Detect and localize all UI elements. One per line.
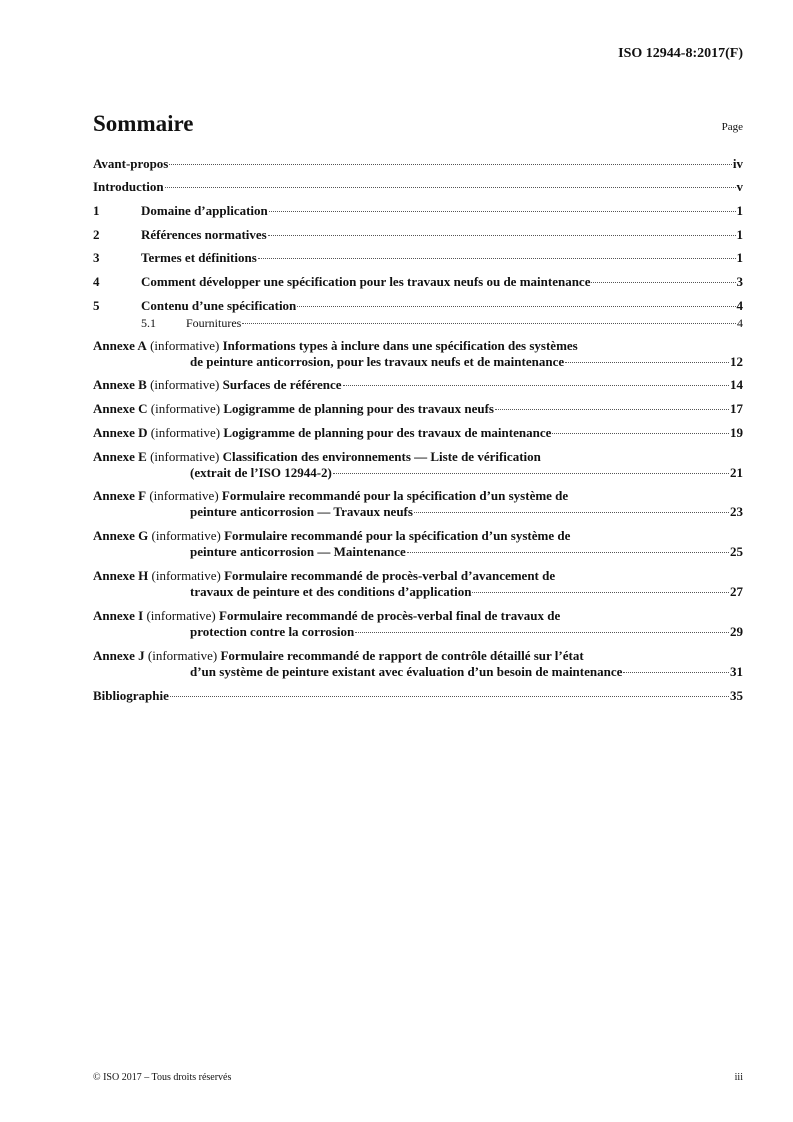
toc-label-cont: d’un système de peinture existant avec évaluation d’un besoin de maintenance xyxy=(190,664,623,679)
toc-label: Classification des environnements — Liste de vérification xyxy=(222,449,541,464)
leader-dots xyxy=(269,211,736,212)
leader-dots xyxy=(242,323,736,324)
toc-page: 25 xyxy=(730,544,743,559)
leader-dots xyxy=(333,473,729,474)
toc-entry-5-1[interactable] xyxy=(93,315,743,331)
toc-label-cont: protection contre la corrosion xyxy=(190,624,355,639)
leader-dots xyxy=(565,362,729,363)
annex-type: (informative) xyxy=(150,377,220,392)
toc-label: Avant-propos xyxy=(93,156,169,171)
toc-page: 21 xyxy=(730,465,743,480)
toc-entry-bibliographie[interactable] xyxy=(93,688,743,704)
toc-entry-4[interactable] xyxy=(93,274,743,290)
annex-label: Annexe B xyxy=(93,377,147,392)
leader-dots xyxy=(297,306,735,307)
toc-entry-annex-g[interactable] xyxy=(93,528,743,560)
annex-label: Annexe C xyxy=(93,401,148,416)
leader-dots xyxy=(407,552,729,553)
toc-label: Formulaire recommandé pour la spécification d’un système de xyxy=(221,488,569,503)
toc-label: Bibliographie xyxy=(93,688,169,703)
toc-label: Contenu d’une spécification xyxy=(141,298,297,313)
toc-entry-annex-j[interactable] xyxy=(93,648,743,680)
toc-page: v xyxy=(736,179,743,194)
toc-label: Domaine d’application xyxy=(141,203,268,218)
page-column-label: Page xyxy=(721,121,743,133)
toc-page: 23 xyxy=(730,504,743,519)
annex-label: Annexe G xyxy=(93,528,149,543)
toc-page: 17 xyxy=(730,401,743,416)
toc-page: 29 xyxy=(730,624,743,639)
footer-copyright: © ISO 2017 – Tous droits réservés xyxy=(93,1072,232,1083)
footer-page-number: iii xyxy=(734,1072,743,1083)
annex-type: (informative) xyxy=(147,648,218,663)
toc-page: iv xyxy=(732,156,743,171)
page-title: Sommaire xyxy=(93,111,194,136)
toc-entry-annex-c[interactable] xyxy=(93,401,743,417)
toc-label-cont: (extrait de l’ISO 12944-2) xyxy=(190,465,332,480)
toc-number: 2 xyxy=(93,227,100,242)
leader-dots xyxy=(472,592,729,593)
annex-label: Annexe D xyxy=(93,425,148,440)
toc-page: 1 xyxy=(736,227,743,242)
toc-label: Fournitures xyxy=(186,316,242,330)
toc-label-cont: peinture anticorrosion — Travaux neufs xyxy=(190,504,413,519)
annex-type: (informative) xyxy=(146,608,216,623)
toc-label: Logigramme de planning pour des travaux de maintenance xyxy=(223,425,552,440)
toc-label: Termes et définitions xyxy=(141,250,257,265)
toc-entry-annex-i[interactable] xyxy=(93,608,743,640)
leader-dots xyxy=(268,235,736,236)
toc-page: 4 xyxy=(736,298,743,313)
annex-type: (informative) xyxy=(150,401,221,416)
leader-dots xyxy=(355,632,729,633)
toc-page: 14 xyxy=(730,377,743,392)
toc-page: 1 xyxy=(736,250,743,265)
toc-number: 5.1 xyxy=(141,316,156,330)
toc-label-cont: de peinture anticorrosion, pour les travaux neufs et de maintenance xyxy=(190,354,565,369)
toc-label: Logigramme de planning pour des travaux neufs xyxy=(223,401,494,416)
toc-entry-5[interactable] xyxy=(93,298,743,314)
leader-dots xyxy=(591,282,735,283)
toc-label: Formulaire recommandé de procès-verbal final de travaux de xyxy=(219,608,561,623)
toc-label: Introduction xyxy=(93,179,164,194)
annex-label: Annexe A xyxy=(93,338,147,353)
annex-type: (informative) xyxy=(150,425,221,440)
toc-page: 1 xyxy=(736,203,743,218)
annex-label: Annexe E xyxy=(93,449,147,464)
toc-page: 35 xyxy=(730,688,743,703)
toc-page: 12 xyxy=(730,354,743,369)
toc-entry-annex-h[interactable] xyxy=(93,568,743,600)
annex-type: (informative) xyxy=(150,449,220,464)
annex-label: Annexe I xyxy=(93,608,144,623)
toc-page: 3 xyxy=(736,274,743,289)
leader-dots xyxy=(258,258,736,259)
toc-label: Références normatives xyxy=(141,227,267,242)
toc-label: Formulaire recommandé de procès-verbal d’avancement de xyxy=(224,568,556,583)
toc-page: 31 xyxy=(730,664,743,679)
toc-label: Formulaire recommandé pour la spécification d’un système de xyxy=(224,528,571,543)
toc-entry-annex-b[interactable] xyxy=(93,377,743,393)
leader-dots xyxy=(165,187,736,188)
toc-entry-2[interactable] xyxy=(93,227,743,243)
toc-page: 27 xyxy=(730,584,743,599)
toc-entry-avant-propos[interactable] xyxy=(93,156,743,172)
annex-label: Annexe F xyxy=(93,488,147,503)
annex-type: (informative) xyxy=(151,568,221,583)
toc-entry-annex-d[interactable] xyxy=(93,425,743,441)
toc-number: 4 xyxy=(93,274,100,289)
toc-label: Informations types à inclure dans une spécification des systèmes xyxy=(222,338,578,353)
toc-entry-introduction[interactable] xyxy=(93,179,743,195)
toc-label: Formulaire recommandé de rapport de contrôle détaillé sur l’état xyxy=(220,648,584,663)
annex-type: (informative) xyxy=(149,488,219,503)
annex-label: Annexe J xyxy=(93,648,145,663)
toc-label-cont: travaux de peinture et des conditions d’application xyxy=(190,584,472,599)
toc-page: 19 xyxy=(730,425,743,440)
toc-entry-annex-f[interactable] xyxy=(93,488,743,520)
annex-type: (informative) xyxy=(151,528,221,543)
toc-entry-1[interactable] xyxy=(93,203,743,219)
toc-entry-annex-a[interactable] xyxy=(93,338,743,370)
document-id: ISO 12944-8:2017(F) xyxy=(618,46,743,61)
toc-number: 3 xyxy=(93,250,100,265)
toc-number: 5 xyxy=(93,298,100,313)
leader-dots xyxy=(169,164,732,165)
annex-label: Annexe H xyxy=(93,568,149,583)
leader-dots xyxy=(414,512,729,513)
toc-entry-annex-e[interactable] xyxy=(93,449,743,481)
toc-number: 1 xyxy=(93,203,100,218)
toc-label: Comment développer une spécification pour les travaux neufs ou de maintenance xyxy=(141,274,591,289)
toc-label: Surfaces de référence xyxy=(222,377,342,392)
toc-page: 4 xyxy=(737,316,743,330)
leader-dots xyxy=(623,672,729,673)
annex-type: (informative) xyxy=(150,338,220,353)
toc-label-cont: peinture anticorrosion — Maintenance xyxy=(190,544,406,559)
leader-dots xyxy=(552,433,729,434)
toc-entry-3[interactable] xyxy=(93,250,743,266)
leader-dots xyxy=(343,385,730,386)
leader-dots xyxy=(495,409,729,410)
leader-dots xyxy=(170,696,729,697)
